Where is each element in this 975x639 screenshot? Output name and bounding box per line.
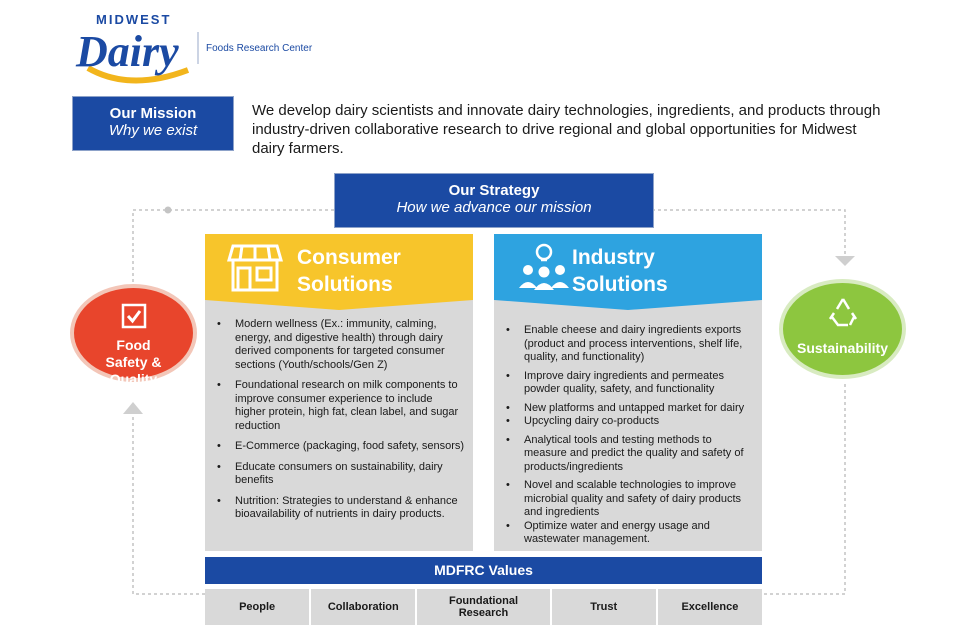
value-cell: Excellence bbox=[658, 589, 762, 625]
strategy-label: Our Strategy bbox=[448, 182, 540, 199]
strategy-sublabel: How we advance our mission bbox=[396, 199, 592, 216]
consumer-solutions-column bbox=[205, 234, 473, 551]
values-row bbox=[205, 589, 762, 625]
value-cell: People bbox=[205, 589, 309, 625]
strategy-box bbox=[334, 173, 654, 228]
recycle-icon bbox=[826, 295, 860, 329]
svg-text:Dairy: Dairy bbox=[76, 27, 179, 76]
industry-header-arrow bbox=[494, 300, 762, 310]
industry-header bbox=[494, 234, 762, 300]
consumer-header-arrow bbox=[205, 300, 473, 310]
svg-text:MIDWEST: MIDWEST bbox=[96, 12, 172, 27]
consumer-title: Consumer Solutions bbox=[297, 246, 401, 296]
storefront-icon bbox=[227, 242, 283, 294]
consumer-header bbox=[205, 234, 473, 300]
industry-title: Industry Solutions bbox=[572, 246, 668, 296]
list-item: • E-Commerce (packaging, food safety, sensors) bbox=[213, 440, 465, 454]
industry-solutions-column bbox=[494, 234, 762, 551]
mission-box bbox=[72, 96, 234, 151]
list-item: • Nutrition: Strategies to understand & enhance bioavailability of nutrients in dairy products. bbox=[213, 495, 465, 522]
sustainability-label: Sustainability bbox=[796, 340, 889, 356]
value-cell: Trust bbox=[552, 589, 656, 625]
value-cell: Foundational Research bbox=[417, 589, 549, 625]
list-item: • Enable cheese and dairy ingredients exports (product and process interventions, shelf life, quality, and functionality) bbox=[502, 324, 754, 365]
list-item: • Modern wellness (Ex.: immunity, calming, energy, and digestive health) through dairy derived components for targeted consumer sections (Youth/schools/Gen Z) bbox=[213, 318, 465, 372]
food-safety-circle bbox=[70, 284, 197, 387]
logo-graphic bbox=[70, 4, 330, 92]
svg-text:Foods Research Center: Foods Research Center bbox=[206, 43, 313, 54]
mission-sublabel: Why we exist bbox=[108, 122, 198, 139]
list-item: • Educate consumers on sustainability, dairy benefits bbox=[213, 461, 465, 488]
midwest-dairy-logo bbox=[70, 4, 330, 92]
mission-text: We develop dairy scientists and innovate dairy technologies, ingredients, and products through industry-driven collaborative research to drive regional and global opportunities for Midwest dairy farmers. bbox=[252, 102, 881, 157]
checkbox-icon bbox=[120, 302, 148, 330]
list-item: • Upcycling dairy co-products bbox=[502, 415, 754, 429]
food-safety-label: Food Safety & Quality bbox=[105, 337, 162, 387]
list-item: • Analytical tools and testing methods to measure and predict the quality and safety of products/ingredients bbox=[502, 434, 754, 475]
mission-label: Our Mission bbox=[109, 105, 197, 122]
list-item: • Improve dairy ingredients and permeates powder quality, safety, and functionality bbox=[502, 370, 754, 397]
values-header: MDFRC Values bbox=[205, 557, 762, 584]
list-item: • Foundational research on milk components to improve consumer experience to include higher protein, high fat, clean label, and sugar reduction bbox=[213, 379, 465, 433]
industry-list bbox=[502, 324, 754, 552]
value-cell: Collaboration bbox=[311, 589, 415, 625]
sustainability-circle bbox=[779, 279, 906, 379]
list-item: • Novel and scalable technologies to improve microbial quality and safety of dairy products and ingredients bbox=[502, 479, 754, 520]
list-item: • New platforms and untapped market for dairy bbox=[502, 402, 754, 416]
team-idea-icon bbox=[516, 242, 572, 294]
list-item: • Optimize water and energy usage and wastewater management. bbox=[502, 520, 754, 547]
consumer-list bbox=[213, 318, 465, 529]
